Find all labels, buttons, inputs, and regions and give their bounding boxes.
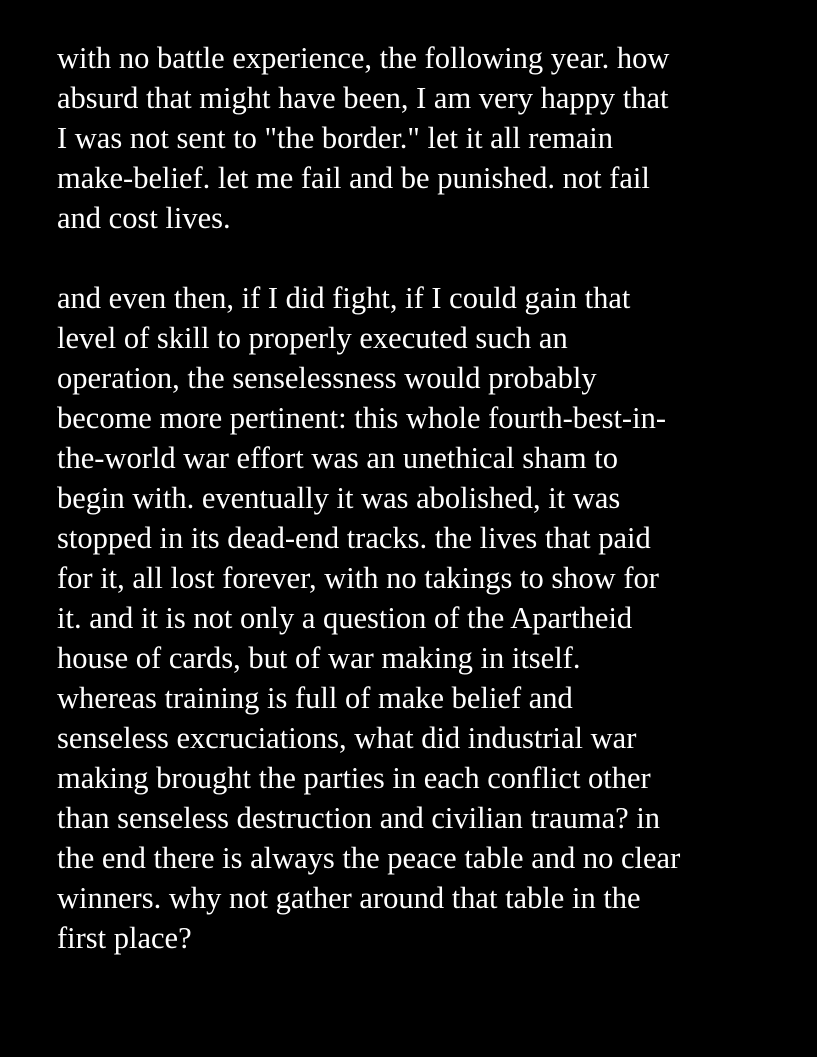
text-line: stopped in its dead-end tracks. the lives that paid (57, 521, 651, 555)
paragraph-1 (57, 38, 797, 238)
text-line: for it, all lost forever, with no takings to show for (57, 561, 659, 595)
text-line: senseless excruciations, what did industrial war (57, 721, 637, 755)
text-line: begin with. eventually it was abolished, it was (57, 481, 621, 515)
text-line: make-belief. let me fail and be punished. not fail (57, 161, 650, 195)
text-line: operation, the senselessness would probably (57, 361, 597, 395)
text-line: whereas training is full of make belief and (57, 681, 573, 715)
paragraph-spacer (57, 238, 797, 278)
text-line: with no battle experience, the following year. how (57, 41, 670, 75)
text-line: and even then, if I did fight, if I could gain that (57, 281, 631, 315)
text-line: than senseless destruction and civilian trauma? in (57, 801, 661, 835)
text-line: the end there is always the peace table and no clear (57, 841, 681, 875)
text-line: it. and it is not only a question of the Apartheid (57, 601, 633, 635)
text-line: become more pertinent: this whole fourth-best-in- (57, 401, 666, 435)
text-line: making brought the parties in each conflict other (57, 761, 651, 795)
text-line: absurd that might have been, I am very happy that (57, 81, 669, 115)
text-line: and cost lives. (57, 201, 231, 235)
text-line: the-world war effort was an unethical sham to (57, 441, 618, 475)
text-line: level of skill to properly executed such an (57, 321, 568, 355)
text-line: house of cards, but of war making in itself. (57, 641, 581, 675)
text-line: I was not sent to "the border." let it all remain (57, 121, 613, 155)
paragraph-2 (57, 278, 797, 958)
document-text (57, 38, 797, 958)
text-line: first place? (57, 921, 192, 955)
text-line: winners. why not gather around that table in the (57, 881, 641, 915)
